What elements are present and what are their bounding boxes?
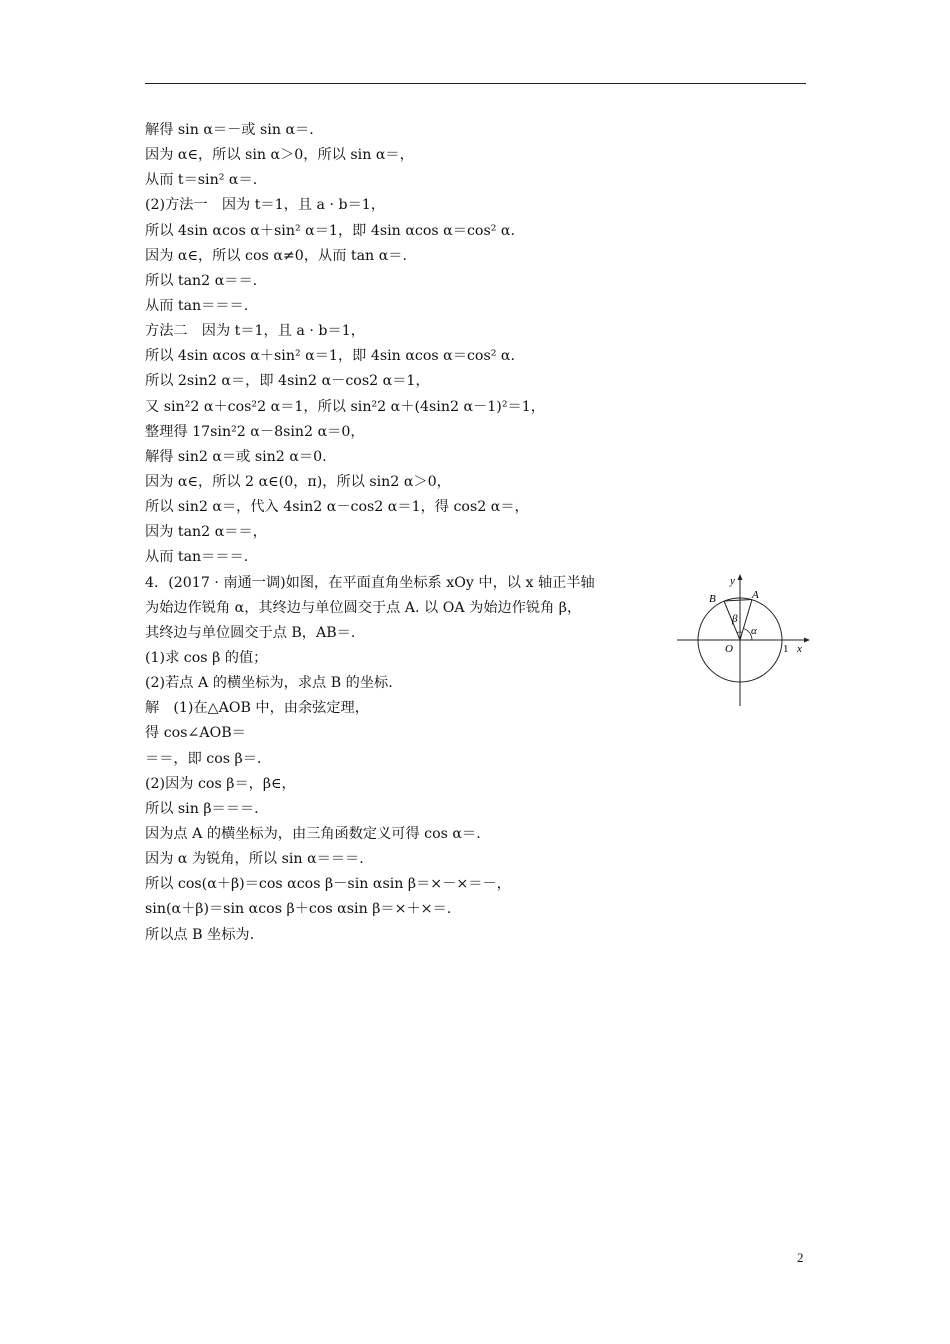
point-a-label: A: [752, 589, 759, 601]
text-line: 解得 sin2 α＝或 sin2 α＝0.: [145, 448, 327, 465]
text-line: 因为 α∈，所以 2 α∈(0，π)，所以 sin2 α＞0，: [145, 473, 451, 490]
text-line: 因为 tan2 α＝＝，: [145, 524, 267, 541]
text-line: 从而 t＝sin² α＝.: [145, 172, 258, 189]
text-line: 因为 α∈，所以 cos α≠0，从而 tan α＝.: [145, 247, 407, 264]
beta-label: β: [732, 613, 738, 625]
solution-line: (2)因为 cos β＝，β∈，: [145, 775, 296, 792]
text-line: 从而 tan＝＝＝.: [145, 549, 249, 566]
document-body: [145, 118, 665, 948]
solution-line: 因为 α 为锐角，所以 sin α＝＝＝.: [145, 851, 364, 868]
solution-line: 得 cos∠AOB＝: [145, 725, 246, 742]
solution-line: 所以 sin β＝＝＝.: [145, 800, 259, 817]
text-line: 整理得 17sin²2 α－8sin2 α＝0，: [145, 423, 365, 440]
problem-4-line: 4．(2017 · 南通一调)如图，在平面直角坐标系 xOy 中，以 x 轴正半轴: [145, 574, 595, 591]
text-line: 所以 4sin αcos α＋sin² α＝1，即 4sin αcos α＝cos² α.: [145, 348, 516, 365]
text-line: 因为 α∈，所以 sin α＞0，所以 sin α＝，: [145, 147, 414, 164]
y-axis-arrow-icon: [738, 574, 743, 580]
text-line: 从而 tan＝＝＝.: [145, 297, 249, 314]
point-b-label: B: [709, 593, 716, 605]
text-line: 所以 2sin2 α＝，即 4sin2 α－cos2 α＝1，: [145, 373, 430, 390]
page-number: 2: [797, 1250, 804, 1265]
text-line: 所以 4sin αcos α＋sin² α＝1，即 4sin αcos α＝cos² α.: [145, 222, 516, 239]
text-line: 所以 tan2 α＝＝.: [145, 272, 258, 289]
problem-4-line: 为始边作锐角 α，其终边与单位圆交于点 A. 以 OA 为始边作锐角 β，: [145, 599, 582, 616]
header-rule: [145, 83, 806, 84]
unit-circle-figure: [672, 572, 812, 707]
text-line: 所以 sin2 α＝，代入 4sin2 α－cos2 α＝1，得 cos2 α＝，: [145, 499, 529, 516]
solution-line: 解 (1)在△AOB 中，由余弦定理，: [145, 700, 369, 717]
text-line: (2)方法一 因为 t＝1，且 a · b＝1，: [145, 197, 386, 214]
question-line: (2)若点 A 的横坐标为，求点 B 的坐标.: [145, 675, 393, 692]
origin-label: O: [725, 643, 733, 655]
solution-line: sin(α＋β)＝sin αcos β＋cos αsin β＝×＋×＝.: [145, 901, 452, 918]
text-line: 又 sin²2 α＋cos²2 α＝1，所以 sin²2 α＋(4sin2 α－1)²＝1，: [145, 398, 545, 415]
question-line: (1)求 cos β 的值；: [145, 649, 268, 666]
unit-tick-label: 1: [783, 643, 789, 655]
x-axis-arrow-icon: [804, 638, 810, 643]
problem-4-line: 其终边与单位圆交于点 B，AB＝.: [145, 624, 356, 641]
solution-line: ＝＝，即 cos β＝.: [145, 750, 262, 767]
y-axis-label: y: [730, 575, 735, 587]
solution-line: 所以 cos(α＋β)＝cos αcos β－sin αsin β＝×－×＝－，: [145, 876, 511, 893]
text-line: 方法二 因为 t＝1，且 a · b＝1，: [145, 323, 365, 340]
x-axis-label: x: [797, 643, 802, 655]
alpha-label: α: [751, 625, 757, 637]
solution-line: 所以点 B 坐标为.: [145, 926, 255, 943]
text-line: 解得 sin α＝－或 sin α＝.: [145, 122, 314, 138]
solution-line: 因为点 A 的横坐标为，由三角函数定义可得 cos α＝.: [145, 825, 481, 842]
